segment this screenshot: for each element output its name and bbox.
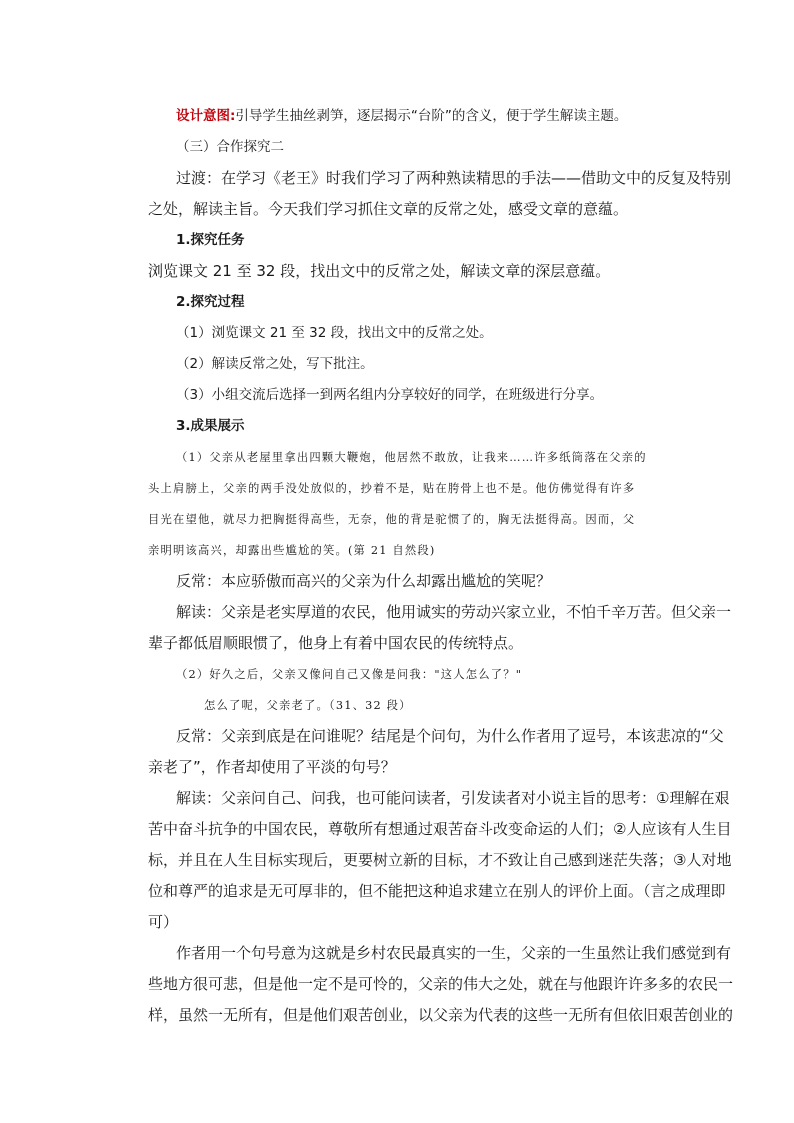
process-step-3: （3）小组交流后选择一到两名组内分享较好的同学，在班级进行分享。 xyxy=(176,387,604,403)
reading-2-line-4: 位和尊严的追求是无可厚非的，但不能把这种追求建立在别人的评价上面。（言之成理即 xyxy=(148,882,726,900)
quote-2-line-2: 怎么了呢，父亲老了。（31、32 段） xyxy=(204,699,412,712)
quote-1-line-3: 目光在望他，就尽力把胸挺得高些，无奈，他的背是驼惯了的，胸无法挺得高。因而，父 xyxy=(148,513,636,526)
section-heading-3: （三）合作探究二 xyxy=(176,139,284,155)
design-intent-text: 引导学生抽丝剥笋，逐层揭示“台阶”的含义，便于学生解读主题。 xyxy=(235,108,628,124)
abnormal-2-line-2: 亲老了”，作者却使用了平淡的句号？ xyxy=(148,758,396,776)
reading-1-line-2: 辈子都低眉顺眼惯了，他身上有着中国农民的传统特点。 xyxy=(148,634,524,652)
ending-line-1: 作者用一个句号意为这就是乡村农民最真实的一生，父亲的一生虽然让我们感觉到有 xyxy=(176,944,732,962)
ending-line-3: 样，虽然一无所有，但是他们艰苦创业，以父亲为代表的这些一无所有但依旧艰苦创业的 xyxy=(148,1006,734,1024)
process-step-2: （2）解读反常之处，写下批注。 xyxy=(176,356,374,372)
abnormal-1: 反常：本应骄傲而高兴的父亲为什么却露出尴尬的笑呢？ xyxy=(176,572,552,590)
quote-1-line-1: （1）父亲从老屋里拿出四颗大鞭炮，他居然不敢放，让我来……许多纸筒落在父亲的 xyxy=(176,451,647,464)
abnormal-2-line-1: 反常：父亲到底是在问谁呢？结尾是个问句，为什么作者用了逗号，本该悲凉的“父 xyxy=(176,727,724,745)
quote-2 xyxy=(176,659,676,721)
quote-1-line-4: 亲明明该高兴，却露出些尴尬的笑。(第 21 自然段) xyxy=(148,544,436,557)
reading-2-line-1: 解读：父亲问自己、问我，也可能问读者，引发读者对小说主旨的思考：①理解在艰 xyxy=(176,789,730,807)
quote-1-line-2: 头上肩膀上，父亲的两手没处放似的，抄着不是，贴在胯骨上也不是。他仿佛觉得有许多 xyxy=(148,482,636,495)
heading-task: 1.探究任务 xyxy=(176,232,245,248)
heading-result: 3.成果展示 xyxy=(176,418,245,434)
quote-2-line-1: （2）好久之后，父亲又像问自己又像是问我："这人怎么了？" xyxy=(176,668,523,681)
transition-line-2: 之处，解读主旨。今天我们学习抓住文章的反常之处，感受文章的意蕴。 xyxy=(148,200,629,218)
task-text: 浏览课文 21 至 32 段，找出文中的反常之处，解读文章的深层意蕴。 xyxy=(148,262,611,280)
transition-line-1: 过渡：在学习《老王》时我们学习了两种熟读精思的手法——借助文中的反复及特别 xyxy=(176,169,732,187)
quote-1 xyxy=(148,442,676,566)
ending-line-2: 些地方很可悲，但是他一定不是可怜的，父亲的伟大之处，就在与他跟许许多多的农民一 xyxy=(148,975,734,993)
design-intent xyxy=(148,101,676,132)
reading-2-line-5: 可） xyxy=(148,913,179,931)
reading-2-line-3: 标，并且在人生目标实现后，更要树立新的目标，才不致让自己感到迷茫失落；③人对地 xyxy=(148,851,732,869)
reading-2-line-2: 苦中奋斗抗争的中国农民，尊敬所有想通过艰苦奋斗改变命运的人们；②人应该有人生目 xyxy=(148,820,732,838)
document-body xyxy=(148,101,734,1031)
heading-process: 2.探究过程 xyxy=(176,294,245,310)
reading-1-line-1: 解读：父亲是老实厚道的农民，他用诚实的劳动兴家立业，不怕千辛万苦。但父亲一 xyxy=(176,603,732,621)
process-step-1: （1）浏览课文 21 至 32 段，找出文中的反常之处。 xyxy=(176,325,493,341)
design-intent-label: 设计意图: xyxy=(176,108,236,124)
